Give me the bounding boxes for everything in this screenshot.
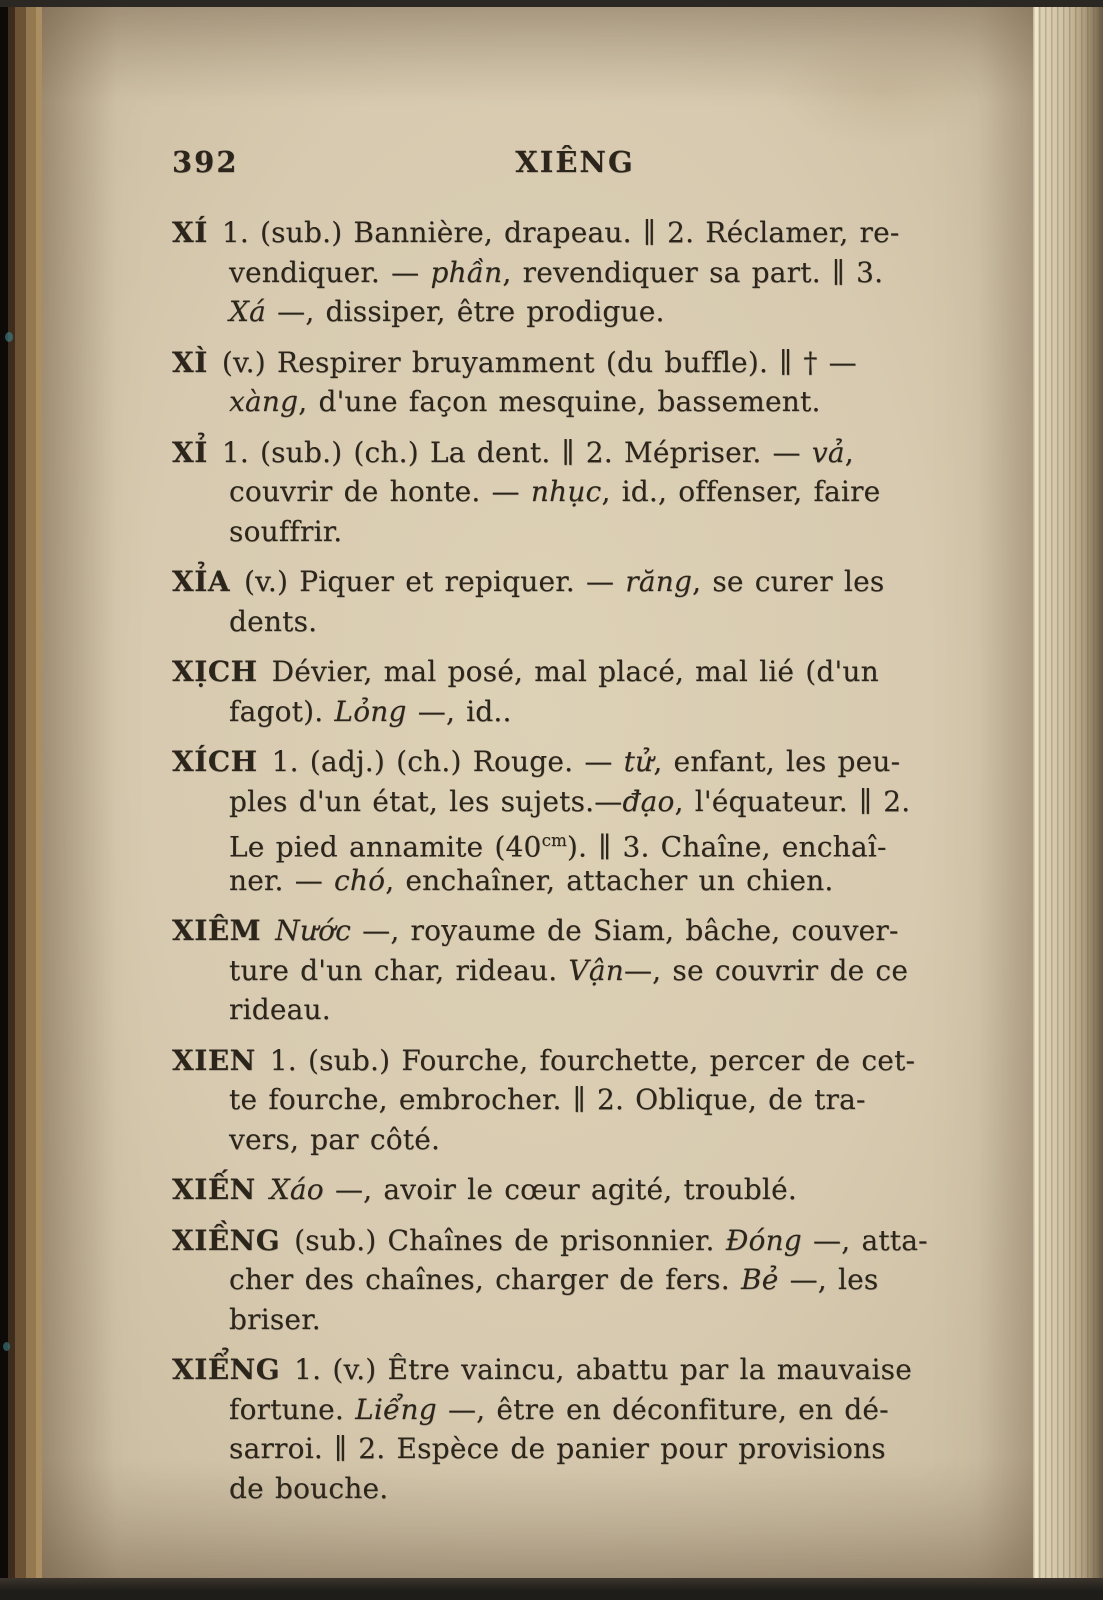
entry-line bbox=[172, 472, 993, 512]
entry-line bbox=[172, 1080, 993, 1120]
entry-headword: XÍ bbox=[172, 216, 208, 249]
scan-edge-top bbox=[0, 0, 1103, 7]
definition-text: dents. bbox=[229, 604, 318, 638]
vietnamese-term: xàng bbox=[229, 385, 299, 418]
dict-entry bbox=[172, 213, 993, 332]
definition-text: 1. (sub.) Fourche, fourchette, percer de cet- bbox=[269, 1043, 916, 1077]
scan-edge-bottom bbox=[0, 1578, 1103, 1600]
dict-entry bbox=[172, 1170, 993, 1210]
entry-first-line bbox=[172, 742, 993, 782]
vietnamese-term: chó bbox=[334, 863, 386, 897]
definition-text: vendiquer. — bbox=[229, 255, 431, 289]
definition-text: , l'équateur. ∥ 2. bbox=[674, 784, 911, 818]
entry-line bbox=[172, 1390, 993, 1430]
definition-text: (v.) Respirer bruyamment (du buffle). ∥ † — bbox=[221, 345, 857, 379]
entry-line bbox=[172, 1300, 993, 1340]
entry-line bbox=[172, 692, 993, 732]
vietnamese-term: Bẻ bbox=[740, 1263, 779, 1296]
definition-text: couvrir de honte. — bbox=[229, 475, 531, 508]
entry-line bbox=[172, 512, 993, 552]
page-stack-edge bbox=[1033, 0, 1103, 1600]
entry-line bbox=[172, 292, 993, 332]
entry-headword: XIÊM bbox=[172, 914, 262, 947]
definition-text: ples d'un état, les sujets.— bbox=[229, 784, 623, 818]
definition-text: , id., offenser, faire bbox=[601, 475, 881, 508]
definition-text: briser. bbox=[229, 1302, 321, 1336]
definition-text: ). ∥ 3. Chaîne, enchaî- bbox=[566, 830, 887, 864]
entry-first-line bbox=[172, 911, 993, 951]
dict-entry bbox=[172, 433, 993, 552]
entry-line bbox=[172, 782, 993, 822]
entry-first-line bbox=[172, 1221, 993, 1261]
entry-line bbox=[172, 990, 993, 1030]
entry-first-line bbox=[172, 343, 993, 383]
definition-text: ture d'un char, rideau. bbox=[229, 953, 569, 987]
definition-text: ner. — bbox=[229, 863, 335, 897]
vietnamese-term: nhục bbox=[530, 475, 602, 508]
entry-headword: XỈ bbox=[172, 435, 208, 469]
definition-text: (v.) Piquer et repiquer. — bbox=[244, 565, 626, 598]
entry-first-line bbox=[172, 1350, 993, 1390]
dict-entry bbox=[172, 1041, 993, 1160]
vietnamese-term: Nước bbox=[275, 914, 352, 947]
definition-text: te fourche, embrocher. ∥ 2. Oblique, de tra- bbox=[229, 1083, 866, 1116]
definition-text: , enchaîner, attacher un chien. bbox=[385, 863, 834, 897]
vietnamese-term: răng bbox=[625, 565, 693, 598]
entry-headword: XỊCH bbox=[172, 655, 258, 688]
entry-line bbox=[172, 382, 993, 422]
entry-first-line bbox=[172, 1170, 993, 1210]
definition-text: fortune. bbox=[229, 1392, 356, 1426]
vietnamese-term: phần bbox=[430, 255, 503, 289]
entry-headword: XỈA bbox=[172, 565, 231, 598]
definition-text: (sub.) Chaînes de prisonnier. bbox=[294, 1223, 726, 1257]
vietnamese-term: Lỏng bbox=[334, 694, 407, 728]
vietnamese-term: Xá bbox=[229, 295, 267, 328]
definition-text: de bouche. bbox=[229, 1471, 389, 1505]
vietnamese-term: Đóng bbox=[725, 1223, 802, 1257]
entry-headword: XIEN bbox=[172, 1043, 256, 1077]
entry-headword: XÌ bbox=[172, 345, 208, 379]
definition-text: —, les bbox=[778, 1263, 879, 1296]
definition-text: souffrir. bbox=[229, 514, 343, 548]
definition-text: , se curer les bbox=[692, 565, 885, 598]
entry-line bbox=[172, 1469, 993, 1509]
entry-headword: XÍCH bbox=[172, 745, 258, 778]
definition-text: —, avoir le cœur agité, troublé. bbox=[323, 1173, 797, 1206]
entry-line bbox=[172, 1429, 993, 1469]
dict-entry bbox=[172, 343, 993, 422]
definition-text: —, royaume de Siam, bâche, couver- bbox=[351, 914, 899, 947]
definition-text: sarroi. ∥ 2. Espèce de panier pour provisions bbox=[229, 1432, 886, 1465]
entries bbox=[172, 213, 993, 1508]
dict-entry bbox=[172, 911, 993, 1030]
definition-text: —, dissiper, être prodigue. bbox=[266, 295, 665, 328]
paper-stain bbox=[773, 37, 993, 147]
definition-text: Dévier, mal posé, mal placé, mal lié (d'un bbox=[271, 655, 879, 688]
book-spine bbox=[0, 0, 42, 1600]
definition-text: 1. (sub.) Bannière, drapeau. ∥ 2. Réclamer, re- bbox=[221, 216, 900, 249]
definition-text: rideau. bbox=[229, 993, 331, 1026]
spine-stain bbox=[3, 1342, 10, 1351]
entry-line bbox=[172, 1260, 993, 1300]
vietnamese-term: tử bbox=[623, 745, 654, 778]
definition-text: vers, par côté. bbox=[229, 1122, 441, 1156]
definition-text: —, se couvrir de ce bbox=[623, 953, 909, 987]
vietnamese-term: Liểng bbox=[355, 1392, 437, 1426]
entry-line bbox=[172, 861, 993, 901]
entry-first-line bbox=[172, 1041, 993, 1081]
entry-first-line bbox=[172, 652, 993, 692]
entry-line bbox=[172, 1120, 993, 1160]
entry-headword: XIỂNG bbox=[172, 1353, 281, 1386]
spine-stain bbox=[5, 332, 13, 342]
entry-first-line bbox=[172, 213, 993, 253]
vietnamese-term: Vận bbox=[568, 953, 624, 987]
superscript-unit: cm bbox=[541, 830, 567, 850]
definition-text: —, être en déconfiture, en dé- bbox=[436, 1392, 889, 1426]
dict-entry bbox=[172, 562, 993, 641]
vietnamese-term: đạo bbox=[622, 784, 675, 818]
definition-text: Le pied annamite (40 bbox=[229, 830, 542, 864]
dict-entry bbox=[172, 652, 993, 731]
definition-text: , bbox=[844, 435, 854, 469]
definition-text: —, atta- bbox=[801, 1223, 928, 1257]
entry-first-line bbox=[172, 562, 993, 602]
vietnamese-term: Xáo bbox=[269, 1173, 324, 1206]
entry-line bbox=[172, 602, 993, 642]
definition-text: , d'une façon mesquine, bassement. bbox=[298, 385, 821, 418]
dict-entry bbox=[172, 1221, 993, 1340]
entry-first-line bbox=[172, 433, 993, 473]
definition-text: 1. (adj.) (ch.) Rouge. — bbox=[271, 745, 624, 778]
dict-entry bbox=[172, 1350, 993, 1508]
entry-line bbox=[172, 951, 993, 991]
definition-text: —, id.. bbox=[406, 694, 512, 728]
dict-entry bbox=[172, 742, 993, 900]
entry-headword: XIẾN bbox=[172, 1173, 256, 1206]
page bbox=[42, 7, 1033, 1578]
page-header bbox=[172, 145, 978, 187]
entry-headword: XIỀNG bbox=[172, 1223, 281, 1257]
entry-line bbox=[172, 253, 993, 293]
definition-text: 1. (v.) Être vaincu, abattu par la mauvaise bbox=[294, 1353, 912, 1386]
definition-text: fagot). bbox=[229, 694, 335, 728]
vietnamese-term: vả bbox=[811, 435, 845, 469]
definition-text: 1. (sub.) (ch.) La dent. ∥ 2. Mépriser. — bbox=[221, 435, 812, 469]
running-head: XIÊNG bbox=[515, 145, 635, 179]
page-number: 392 bbox=[172, 145, 239, 179]
definition-text: , enfant, les peu- bbox=[653, 745, 901, 778]
definition-text: cher des chaînes, charger de fers. bbox=[229, 1263, 741, 1296]
entry-line bbox=[172, 821, 993, 864]
definition-text: , revendiquer sa part. ∥ 3. bbox=[502, 255, 884, 289]
